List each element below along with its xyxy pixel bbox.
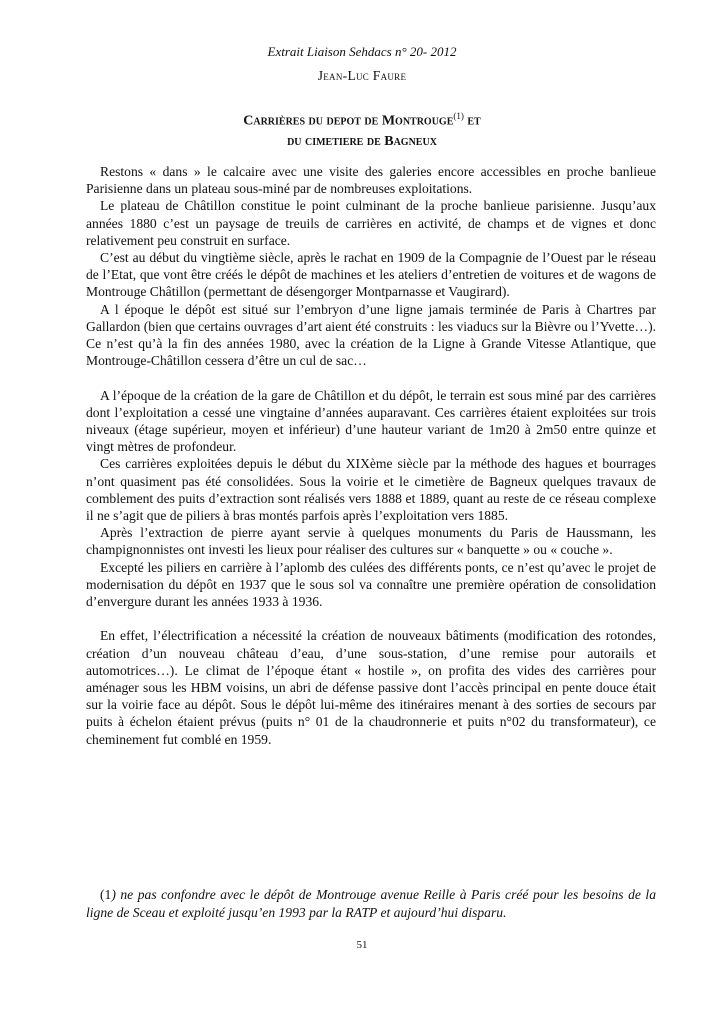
paragraph: En effet, l’électrification a nécessité la création de nouveaux bâtiments (modification des rotondes, création d’un nouveau château d’eau, d’une sous-station, d’une remise pour autorails et automotrices…). Le climat de l’époque étant « hostile », on profita des vides des carrières pour aménager sous les HBM voisins, un abri de défense passive dont l’accès principal en pente douce était sur la voirie face au dépôt. Sous le dépôt lui-même des itinéraires menant à des sorties de secours par puits à échelon étaient prévus (puits n° 01 de la chaudronnerie et puits n°02 du transformateur), ce cheminement fut comblé en 1959.: [86, 628, 656, 747]
paragraph: C’est au début du vingtième siècle, après le rachat en 1909 de la Compagnie de l’Ouest par le réseau de l’Etat, que vont être créés le dépôt de machines et les ateliers d’entretien de voitures et de wagons de Montrouge Châtillon (permettant de désengorger Montparnasse et Vaugirard).: [86, 250, 656, 300]
title-line-1: [0, 106, 724, 132]
paragraph: Après l’extraction de pierre ayant servie à quelques monuments du Paris de Haussmann, les champignonnistes ont investi les lieux pour réaliser des cultures sur « banquette » ou « couche ».: [86, 525, 656, 558]
footnote-text: ) ne pas confondre avec le dépôt de Montrouge avenue Reille à Paris créé pour les besoins de la ligne de Sceau et exploité jusqu’en 1993 par la RATP et aujourd’hui disparu.: [86, 887, 656, 920]
article-title: [0, 106, 724, 152]
title-line-1-suffix: et: [463, 113, 481, 129]
title-line-2: du cimetiere de Bagneux: [287, 133, 437, 149]
paragraph: Ces carrières exploitées depuis le début du XIXème siècle par la méthode des hagues et bourrages n’ont quasiment pas été consolidées. Sous la voirie et le cimetière de Bagneux quelques travaux de comblement des puits d’extraction sont réalisés vers 1888 et 1889, quant au reste de ce réseau complexe il ne s’agit que de piliers à bras montés parfois après l’exploitation vers 1885.: [86, 456, 656, 524]
paragraph-spacer: [86, 610, 656, 627]
page-number: 51: [356, 939, 368, 951]
title-line-1-text: Carrières du depot de Montrouge: [243, 113, 454, 129]
footnote-marker: (1: [100, 887, 112, 902]
paragraph: Le plateau de Châtillon constitue le point culminant de la proche banlieue parisienne. Jusqu’aux années 1880 c’est un paysage de treuils de carrières en activité, de champs et de vignes et donc relativement peu construit en surface.: [86, 198, 656, 248]
paragraph-spacer: [86, 369, 656, 386]
paragraph: Excepté les piliers en carrière à l’aplomb des culées des différents ponts, ce n’est qu’avec le projet de modernisation du dépôt en 1937 que le sous sol va connaître une première opération de consolidation d’envergure durant les années 1933 à 1936.: [86, 559, 656, 610]
paragraph: A l époque le dépôt est situé sur l’embryon d’une ligne jamais terminée de Paris à Chartres par Gallardon (bien que certains ouvrages d’art aient été construits : les viaducs sur la Bièvre ou l’Yvette…). Ce n’est qu’à la fin des années 1980, avec la création de la Ligne à Grande Vitesse Atlantique, que Montrouge-Châtillon cessera d’être un cul de sac…: [86, 301, 656, 369]
author-name: Jean-Luc Faure: [317, 68, 407, 83]
running-header: Extrait Liaison Sehdacs n° 20- 2012: [267, 44, 457, 59]
paragraph: Restons « dans » le calcaire avec une visite des galeries encore accessibles en proche banlieue Parisienne dans un plateau sous-miné par de nombreuses exploitations.: [86, 164, 656, 197]
article-body: [86, 163, 656, 748]
footnote: [86, 886, 656, 922]
footnote-text-block: [86, 886, 656, 922]
paragraph: A l’époque de la création de la gare de Châtillon et du dépôt, le terrain est sous miné par des carrières dont l’exploitation a cessé une vingtaine d’années auparavant. Ces carrières étaient exploitées sur trois niveaux (étage supérieur, moyen et inférieur) d’une hauteur variant de 1m20 à 2m50 entre quinze et vingt mètres de profondeur.: [86, 387, 656, 455]
title-footnote-marker: (1): [453, 111, 464, 121]
